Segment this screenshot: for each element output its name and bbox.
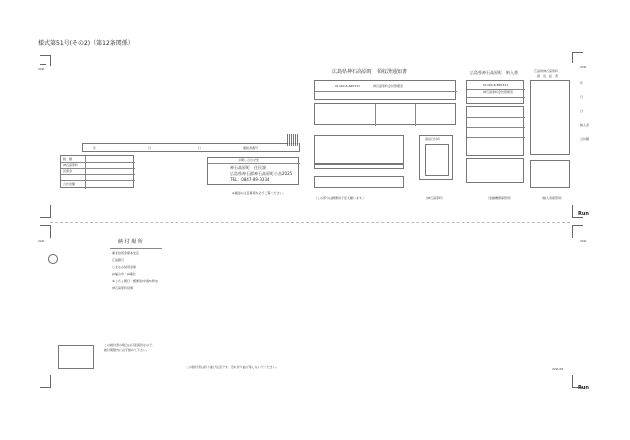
amount-table [60,155,134,188]
right-side-labels: 年 月 日 納入者 合計額 [580,81,590,141]
receipt-footer-note: （この部分は郵便局で記入願います。） [314,196,367,200]
date-header-table [82,143,300,152]
account-row [314,80,456,100]
row-total: 合計金額 [63,182,76,186]
stub-title-1: 広島県神石高原町 [534,69,559,73]
receipt-section: （神石高原町） [424,196,446,200]
issuer-header: お問い合わせ先 [238,158,260,162]
payment-slip-title: 広島県神石高原町 納入書 [470,70,518,75]
small-note-box [58,345,94,369]
issuer-tel: TEL：0847-89-3334 [230,177,270,182]
header-notice-no: 通知書番号 [243,146,259,150]
punch-hole [48,254,58,264]
code-label: 22kl [38,67,45,71]
row-tax: 税 額 [63,157,73,161]
crop-mark [40,225,51,238]
barcode-icon [287,134,299,146]
code-label: 22kl [580,239,587,243]
small-note-1: この納付書の場合は口座振替なので、 [104,343,155,347]
run-tag: Run [578,385,589,391]
slip-account-no: 01300-8-865331 [483,83,509,87]
slip-payer [466,158,524,183]
crop-mark [40,375,51,388]
account-no: 01300-8-865331 [335,84,361,88]
bottom-note: この納付書は折り曲げ注意です。汚れ折り曲げ等しないでください。 [186,365,279,369]
slip-fields [466,106,524,156]
code-label: 22kl-05 [552,367,564,371]
issuer-box [207,157,299,185]
code-label: 22kl [580,65,587,69]
bank-box-title: 納 付 場 所 [118,239,143,245]
slip-payee: 神石高原町会計管理者 [483,90,514,94]
stub-footer: （納入者保管用） [540,196,565,200]
crop-mark [572,225,583,238]
stub-body [530,80,570,155]
stub-title-2: 領 収 証 書 [537,74,559,78]
fold-line [50,222,570,223]
amount-grid [314,176,404,188]
payee: 神石高原町会計管理者 [373,84,404,88]
slip-footer: （金融機関保管用） [486,196,514,200]
run-tag: Run [578,211,589,217]
form-header: 様式第51号(その2)（第12条関係） [38,40,134,47]
receipt-blank [314,135,404,165]
row-town: 神石高原町 [63,163,79,167]
crop-mark [40,64,46,66]
stamp-area [419,135,453,180]
back-note: ※裏面の注意事項を必ずご覧ください。 [232,191,286,195]
slip-account [466,80,524,104]
crop-mark [40,205,51,218]
issuer-address: 広島県神石郡神石高原町小畠2025 [230,171,293,176]
receipt-notice [314,70,456,200]
header-year: 年 [93,146,97,150]
receipt-stub [530,70,570,200]
code-label: 22kl [38,239,45,243]
receipt-title: 広島県神石高原町 領収済通知書 [332,69,408,75]
crop-mark [572,52,583,63]
issuer-dept: 神石高原町 住民課 [230,165,266,170]
payment-slip [466,70,524,200]
header-day: 日 [198,146,202,150]
bank-box: 納 付 場 所 備北信用金庫本支店 広島銀行 しまなみ信用金庫 JA福山市・JA備北 ゆうちょ銀行・郵便局(中国5県内) 神石高原町役場 [110,240,162,306]
stamp-label: 領収日付印 [425,137,441,141]
small-note-2: 納付期限内に必ず納めて下さい。 [104,348,150,352]
receipt-fields [314,103,456,125]
header-month: 月 [148,146,152,150]
row-late-fee: 延滞金 [63,169,73,173]
stub-stamp [530,160,570,188]
